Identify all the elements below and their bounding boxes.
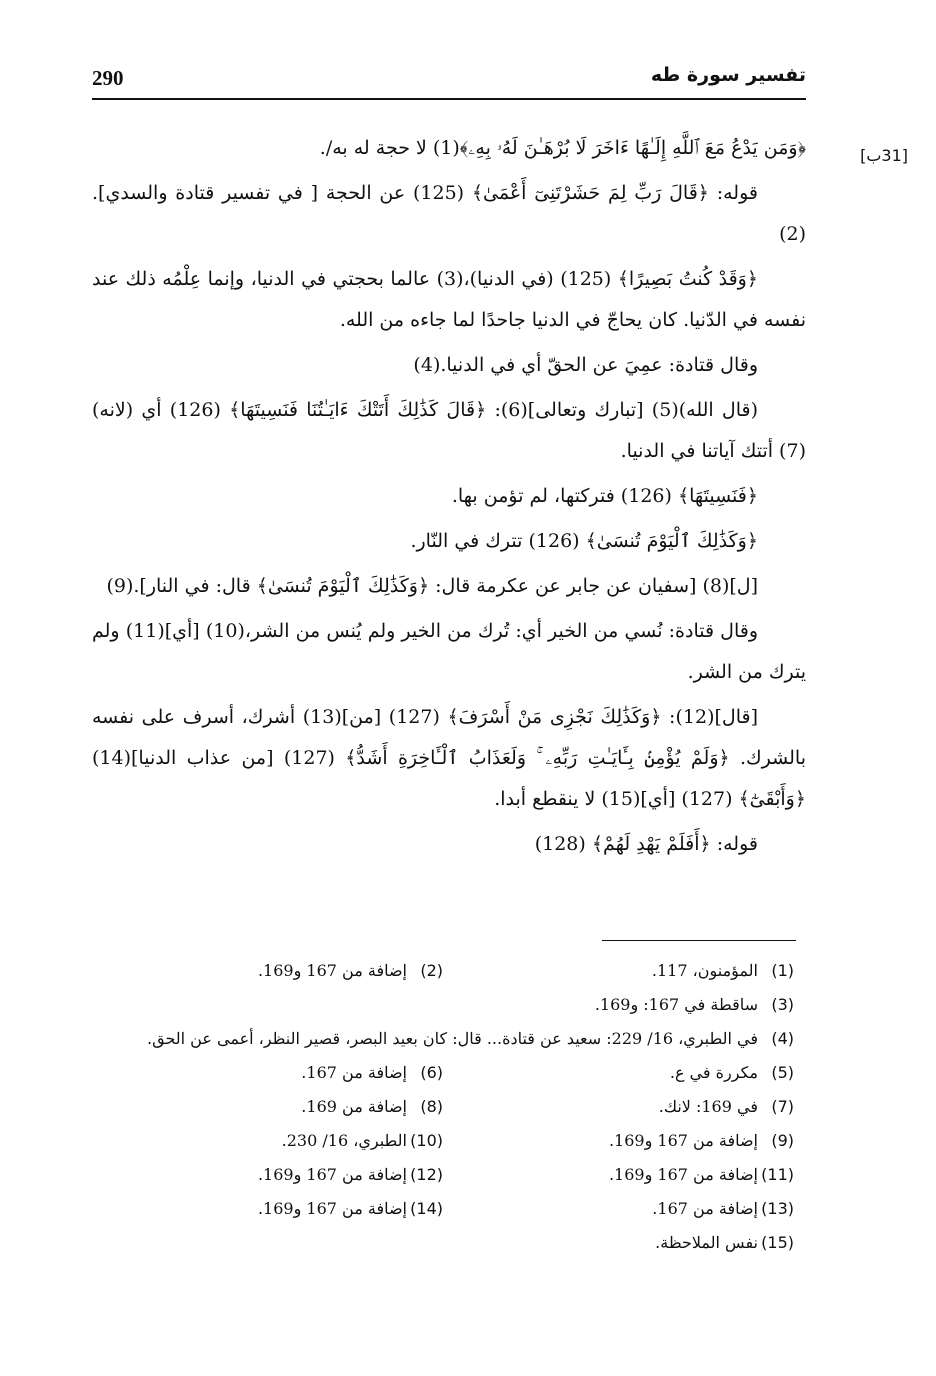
- manuscript-folio-ref: [31ب]: [860, 146, 908, 165]
- paragraph: ﴿وَكَذَٰلِكَ ٱلْيَوْمَ تُنسَىٰ﴾ (126) تترك في النّار.: [410, 530, 758, 552]
- page-number: 290: [92, 66, 124, 90]
- paragraph: ﴿وَمَن يَدْعُ مَعَ ٱللَّهِ إِلَـٰهًا ءَاخَرَ لَا بُرْهَـٰنَ لَهُۥ بِهِۦ﴾(1) لا حجة له به/.: [319, 137, 806, 159]
- footnote-10: (10)الطبري، 16/ 230.: [281, 1131, 443, 1150]
- footnote-14: (14)إضافة من 167 و169.: [257, 1199, 443, 1218]
- paragraph: قوله: ﴿أَفَلَمْ يَهْدِ لَهُمْ﴾ (128): [534, 833, 758, 855]
- paragraph: ﴿فَنَسِيتَهَا﴾ (126) فتركتها، لم تؤمن بها.: [451, 485, 758, 507]
- footnote-6: (6)إضافة من 167.: [301, 1063, 443, 1082]
- footnote-13: (13)إضافة من 167.: [652, 1199, 794, 1218]
- footnote-15: (15)نفس الملاحظة.: [655, 1233, 794, 1252]
- footnote-1: (1)المؤمنون، 117.: [651, 961, 794, 980]
- footnote-9: (9)إضافة من 167 و169.: [608, 1131, 794, 1150]
- footnote-separator: [602, 940, 796, 941]
- footnote-8: (8)إضافة من 169.: [301, 1097, 443, 1116]
- footnote-11: (11)إضافة من 167 و169.: [608, 1165, 794, 1184]
- footnote-3: (3)ساقطة في 167: و169.: [594, 995, 794, 1014]
- footnote-5: (5)مكررة في ع.: [669, 1063, 794, 1082]
- paragraph: ﴿وَقَدْ كُنتُ بَصِيرًا﴾ (125) (في الدنيا)،(3) عالما بحجتي في الدنيا، وإنما عِلْمُه ذلك عند نفسه في الدّنيا. كان يحاجّ في الدنيا جاحدًا لما جاءه من الله.: [92, 268, 806, 331]
- paragraph: [ل](8) [سفيان عن جابر عن عكرمة قال: ﴿وَكَذَٰلِكَ ٱلْيَوْمَ تُنسَىٰ﴾ قال: في النار].(9): [106, 575, 758, 597]
- paragraph: قوله: ﴿قَالَ رَبِّ لِمَ حَشَرْتَنِىٓ أَعْمَىٰ﴾ (125) عن الحجة [ في تفسير قتادة والسدي].(2): [92, 182, 806, 245]
- main-text: [92, 128, 806, 869]
- running-title: تفسير سورة طه: [650, 64, 806, 86]
- page-header: [92, 62, 806, 100]
- footnote-4: (4)في الطبري، 16/ 229: سعيد عن قتادة... قال: كان بعيد البصر، قصير النظر، أعمى عن الحق.: [147, 1029, 794, 1048]
- paragraph: وقال قتادة: نُسي من الخير أي: تُرك من الخير ولم يُنس من الشر،(10) [أي](11) ولم يترك من الشر.: [92, 620, 806, 683]
- paragraph: (قال الله)(5) [تبارك وتعالى](6): ﴿قَالَ كَذَٰلِكَ أَتَتْكَ ءَايَـٰتُنَا فَنَسِيتَهَا﴾ (126) أي (لانه)(7) أتتك آياتنا في الدنيا.: [92, 399, 806, 462]
- footnote-12: (12)إضافة من 167 و169.: [257, 1165, 443, 1184]
- paragraph: [قال](12): ﴿وَكَذَٰلِكَ نَجْزِى مَنْ أَسْرَفَ﴾ (127) [من](13) أشرك، أسرف على نفسه بالشرك. ﴿وَلَمْ يُؤْمِنۢ بِـَٔايَـٰتِ رَبِّهِۦ ۚ وَلَعَذَابُ ٱلْـَٔاخِرَةِ أَشَدُّ﴾ (127) [من عذاب الدنيا](14) ﴿وَأَبْقَىٰٓ﴾ (127) [أي](15) لا ينقطع أبدا.: [92, 706, 806, 810]
- footnote-2: (2)إضافة من 167 و169.: [257, 961, 443, 980]
- footnotes: [92, 954, 794, 1260]
- footnote-7: (7)في 169: لانك.: [658, 1097, 794, 1116]
- paragraph: وقال قتادة: عمِيَ عن الحقّ أي في الدنيا.(4): [413, 354, 758, 376]
